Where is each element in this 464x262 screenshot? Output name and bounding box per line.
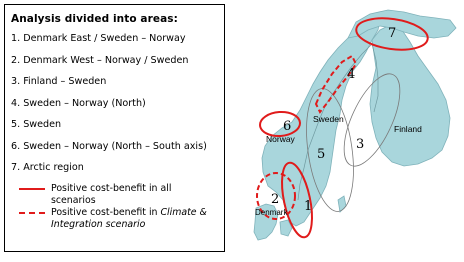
norway-label: Norway — [266, 134, 295, 144]
finland-label: Finland — [394, 124, 422, 134]
area-item-1: 1. Denmark East / Sweden – Norway — [11, 33, 186, 44]
area-number-1: 1 — [304, 199, 313, 214]
area-number-5: 5 — [317, 147, 326, 162]
gotland-landmass — [338, 196, 346, 212]
finland-landmass — [370, 24, 450, 166]
legend-key-dashed — [11, 207, 218, 231]
dashed-key-prefix: Positive cost-benefit in — [51, 206, 161, 218]
area-number-2: 2 — [271, 192, 280, 207]
map-legend — [4, 4, 225, 252]
area-number-4: 4 — [347, 67, 356, 82]
legend-title: Analysis divided into areas: — [11, 13, 178, 25]
solid-key-label: Positive cost-benefit in all scenarios — [51, 182, 172, 206]
area-item-2: 2. Denmark West – Norway / Sweden — [11, 54, 189, 66]
solid-line-swatch — [19, 188, 45, 190]
dashed-key-italic: Climate & — [160, 206, 207, 218]
legend-key-solid — [11, 183, 218, 205]
denmark-label: Denmark — [255, 208, 288, 217]
dashed-key-line2: Integration scenario — [51, 218, 146, 230]
area-item-7: 7. Arctic region — [11, 162, 84, 173]
area-number-3: 3 — [356, 137, 365, 152]
scandinavia-map — [230, 0, 464, 262]
sweden-label: Sweden — [313, 114, 344, 124]
area-item-5: 5. Sweden — [11, 119, 62, 130]
dashed-line-swatch — [19, 212, 45, 214]
area-number-7: 7 — [388, 26, 397, 41]
area-item-3: 3. Finland – Sweden — [11, 76, 107, 87]
area-number-6: 6 — [283, 119, 292, 134]
area-item-4: 4. Sweden – Norway (North) — [11, 97, 146, 109]
area-item-6: 6. Sweden – Norway (North – South axis) — [11, 140, 207, 152]
